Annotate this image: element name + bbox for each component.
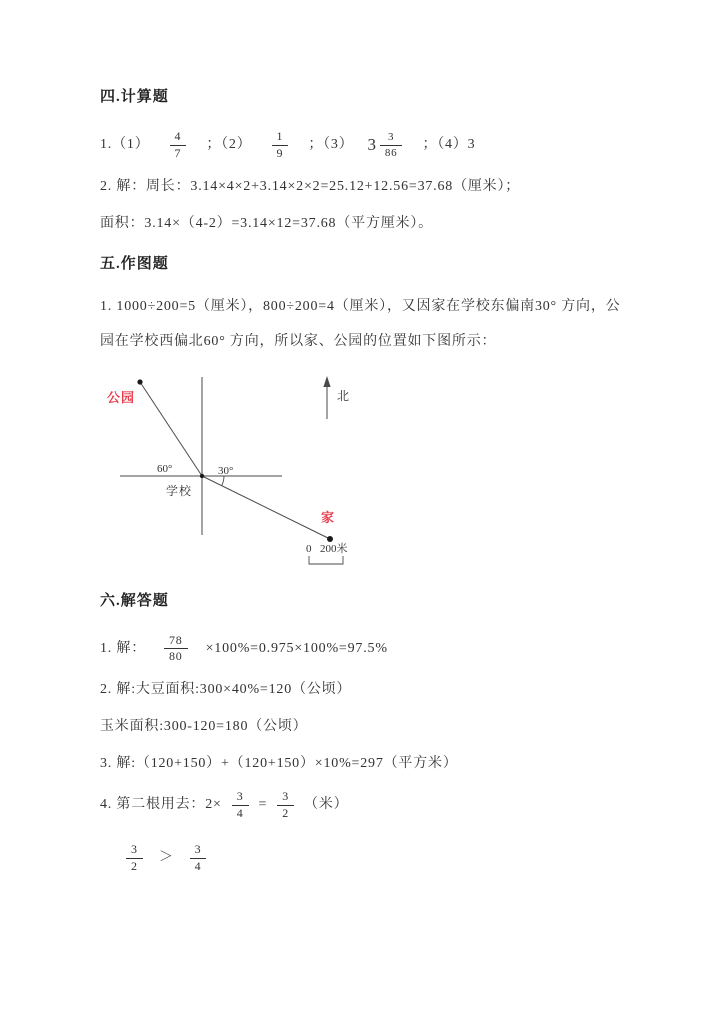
sec6-q1-line <box>100 634 624 665</box>
mixed-number-whole: 3 <box>367 135 377 155</box>
sec6-q4-unit: （米） <box>304 797 349 813</box>
fraction-78-80 <box>164 634 188 665</box>
sec6-q1-expression: ×100%=0.975×100%=97.5% <box>205 640 388 656</box>
section-title-drawing: 五.作图题 <box>100 255 169 272</box>
fraction-numerator: 4 <box>174 129 182 143</box>
north-label: 北 <box>337 388 351 403</box>
greater-than-sign: ＞ <box>158 850 174 866</box>
fraction-numerator: 1 <box>276 129 284 143</box>
fraction-denominator: 4 <box>190 858 207 874</box>
sec5-q1-text: 1. 1000÷200=5（厘米），800÷200=4（厘米），又因家在学校东偏南30° 方向，公园在学校西偏北60° 方向，所以家、公园的位置如下图所示： <box>100 298 621 349</box>
fraction-numerator: 3 <box>387 131 395 144</box>
fraction-3-2 <box>277 790 294 821</box>
angle-30-label: 30° <box>218 464 234 477</box>
fraction-3-2-compare <box>126 843 143 874</box>
fraction-1-9 <box>272 130 289 161</box>
fraction-3-4 <box>232 790 249 821</box>
sec4-q1-prefix: 1.（1） <box>100 137 150 153</box>
fraction-3-4-compare <box>190 843 207 874</box>
home-label: 家 <box>321 509 336 525</box>
park-dot <box>137 379 142 384</box>
sec4-q2-area: 面积：3.14×（4-2）=3.14×12=37.68（平方厘米）。 <box>100 215 433 231</box>
fraction-numerator: 3 <box>194 841 202 856</box>
fraction-4-7 <box>170 130 187 161</box>
fraction-numerator: 3 <box>131 841 138 856</box>
sec4-q1-sep4: ；（4）3 <box>422 137 476 153</box>
north-arrow-head <box>323 376 330 387</box>
sec6-q4-prefix: 4. 第二根用去：2× <box>100 797 222 813</box>
sec6-q4-line <box>100 790 624 821</box>
sec4-q1-line <box>100 130 624 161</box>
scale-zero-label: 0 <box>306 542 312 555</box>
school-label: 学校 <box>166 483 193 498</box>
fraction-denominator: 2 <box>126 858 143 874</box>
fraction-denominator: 9 <box>272 145 289 161</box>
sec6-q2-corn: 玉米面积:300-120=180（公顷） <box>100 719 308 735</box>
fraction-denominator: 86 <box>380 145 403 160</box>
scale-200m-label: 200米 <box>320 542 348 555</box>
fraction-denominator: 4 <box>232 805 249 821</box>
scale-bracket <box>309 556 343 564</box>
sec6-q3-line: 3. 解:（120+150）+（120+150）×10%=297（平方米） <box>100 756 458 772</box>
park-ray-line <box>140 382 202 476</box>
fraction-numerator: 78 <box>169 632 183 647</box>
mixed-number-3-3-86 <box>368 131 405 159</box>
sec4-q2-perimeter: 2. 解：周长：3.14×4×2+3.14×2×2=25.12+12.56=37.68（厘米）； <box>100 178 521 194</box>
home-ray-line <box>202 476 330 539</box>
park-label: 公园 <box>107 389 136 405</box>
section-title-calculation: 四.计算题 <box>100 89 169 105</box>
sec4-q1-sep3: ；（3） <box>308 137 354 153</box>
sec6-q4-equals: = <box>258 797 268 813</box>
angle-arc-30 <box>222 476 224 486</box>
position-diagram <box>100 369 400 574</box>
sec4-q1-sep2: ；（2） <box>206 137 252 153</box>
section-title-answers: 六.解答题 <box>100 592 169 609</box>
sec6-q1-prefix: 1. 解： <box>100 640 146 656</box>
fraction-denominator: 2 <box>277 805 294 821</box>
sec6-q2-soybean: 2. 解:大豆面积:300×40%=120（公顷） <box>100 682 352 698</box>
angle-60-label: 60° <box>157 462 173 475</box>
fraction-denominator: 80 <box>164 648 188 664</box>
fraction-3-86 <box>380 131 403 159</box>
fraction-denominator: 7 <box>170 145 187 161</box>
school-dot <box>200 473 204 477</box>
fraction-numerator: 3 <box>282 789 290 804</box>
sec6-q5-comparison <box>100 843 624 874</box>
home-dot <box>327 536 333 542</box>
fraction-numerator: 3 <box>236 789 244 804</box>
